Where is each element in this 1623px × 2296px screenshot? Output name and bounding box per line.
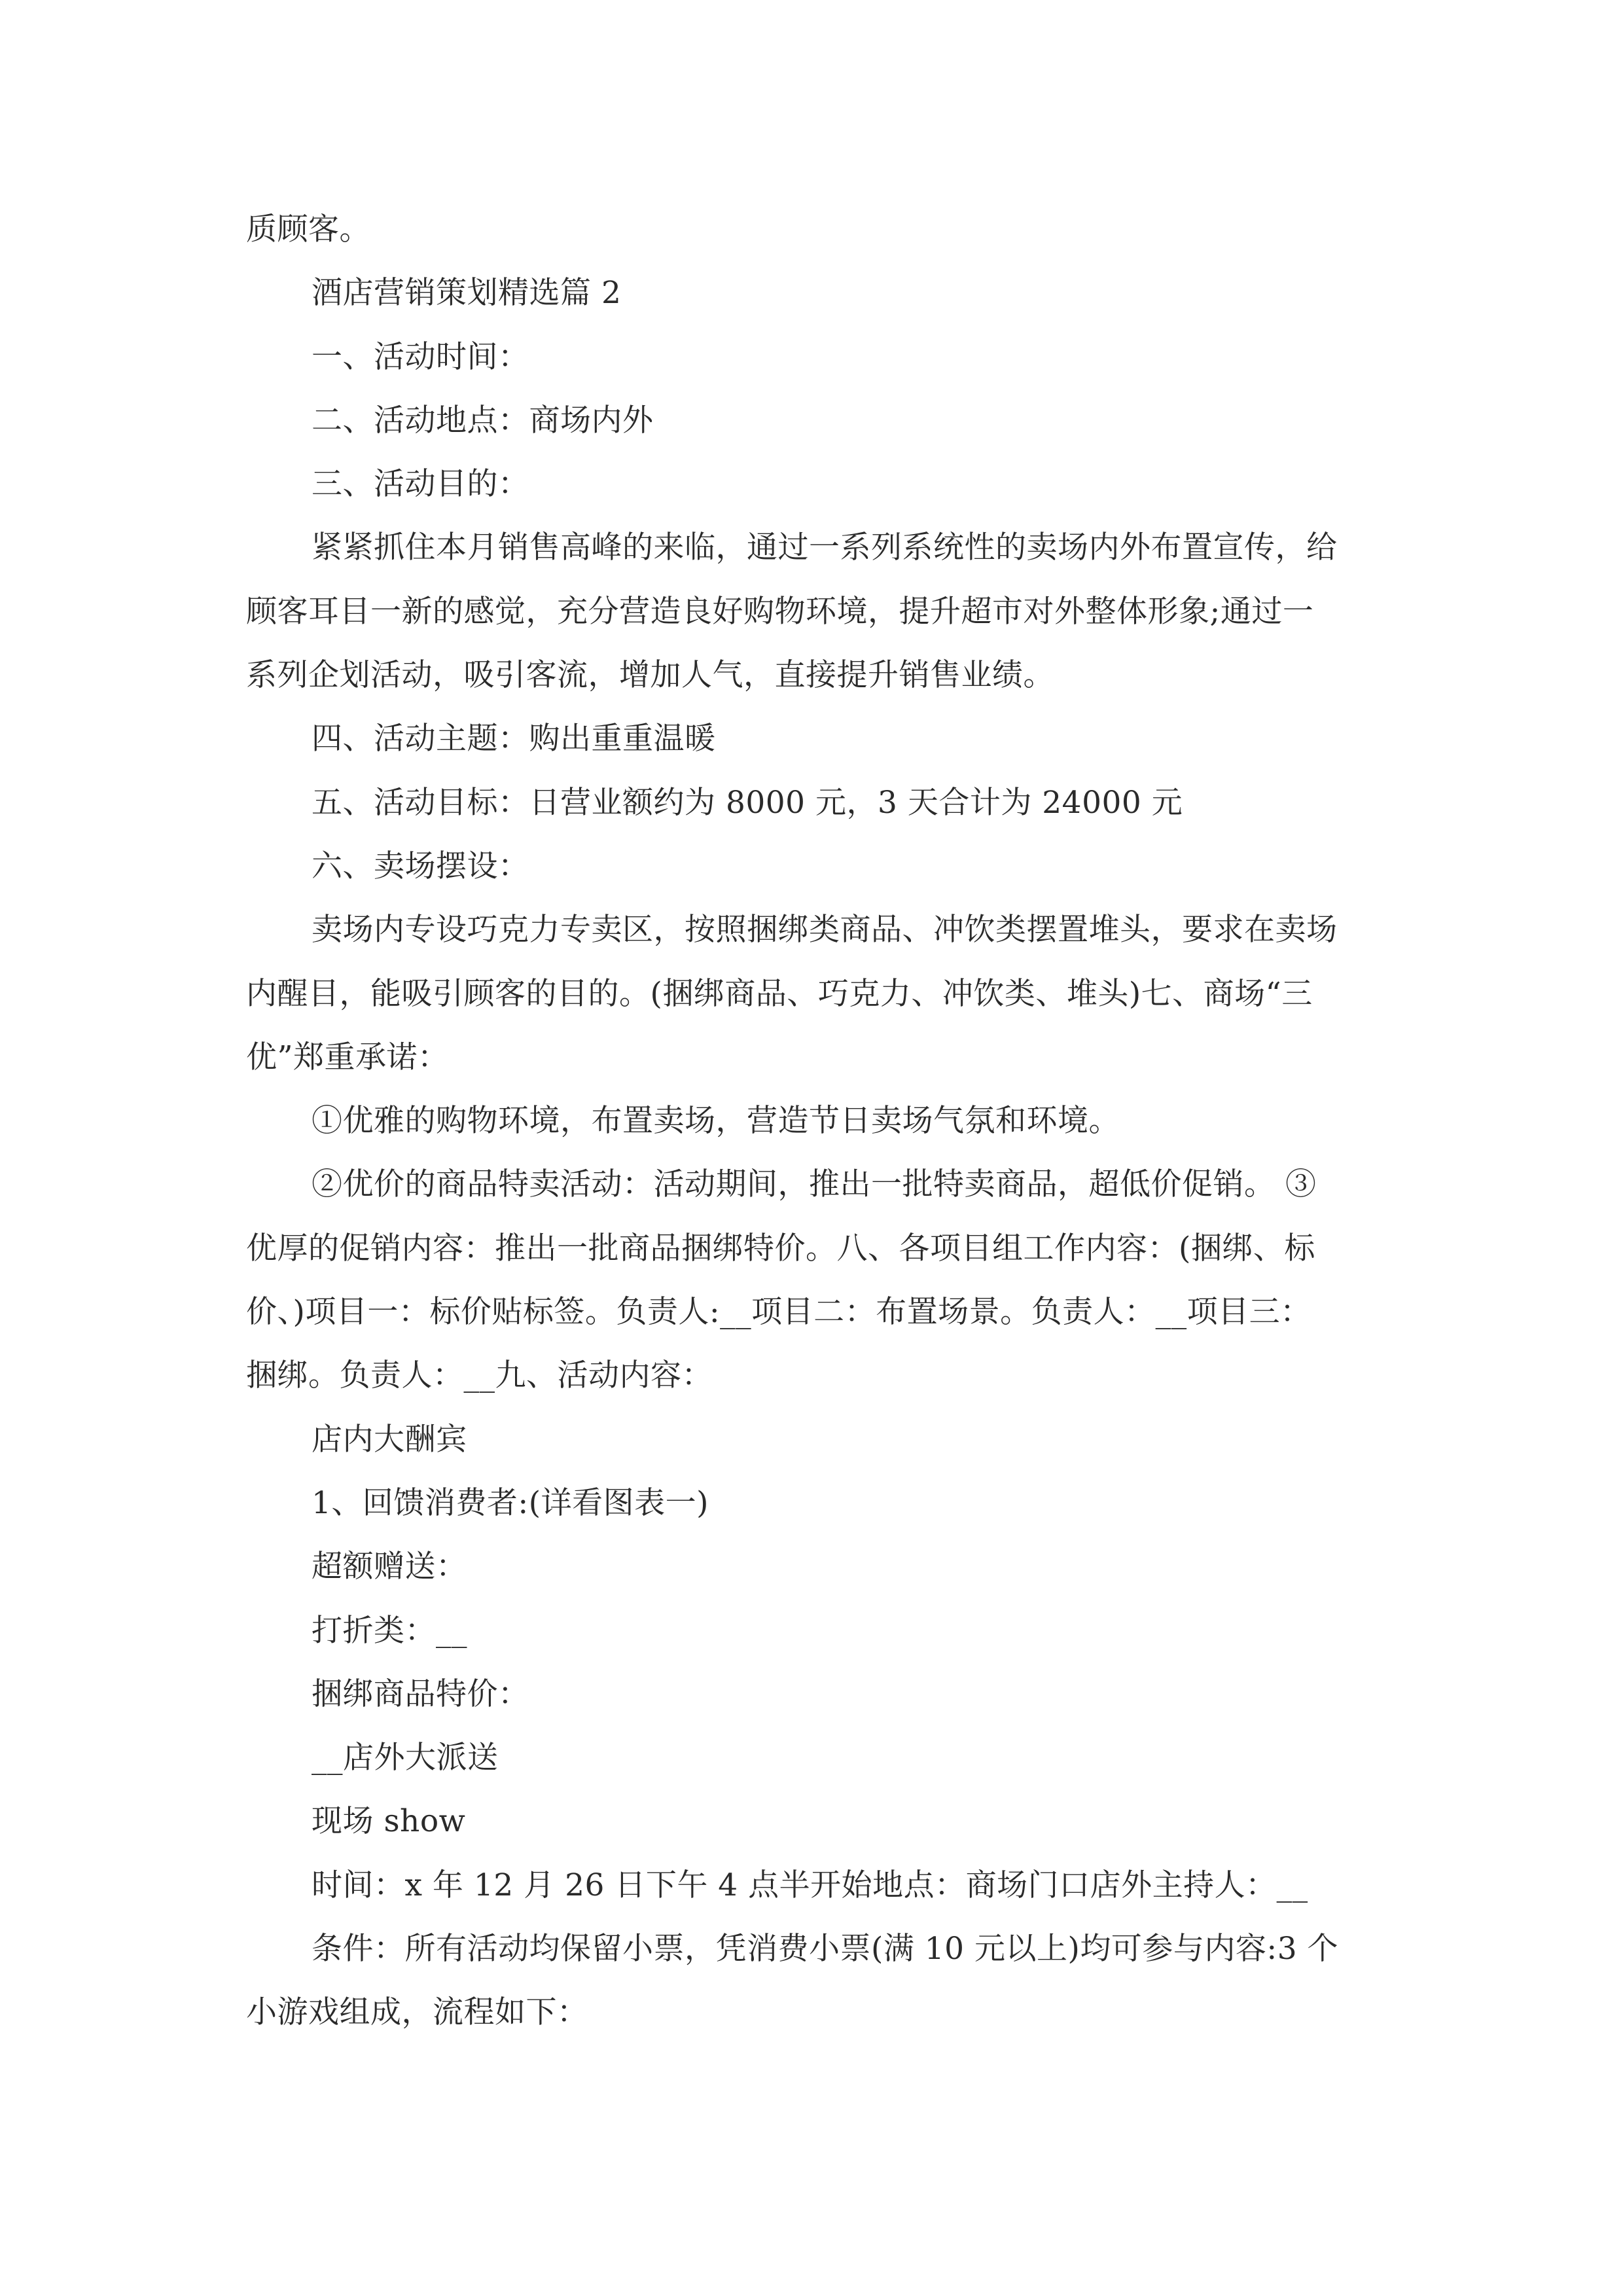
text-line: 内醒目，能吸引顾客的目的。(捆绑商品、巧克力、冲饮类、堆头)七、商场“三 (246, 975, 1313, 1012)
document-body (246, 198, 1378, 2045)
text-line: ②优价的商品特卖活动：活动期间，推出一批特卖商品，超低价促销。 ③ (312, 1166, 1317, 1203)
text-line: 超额赠送： (312, 1549, 467, 1585)
text-line: 酒店营销策划精选篇 2 (312, 275, 622, 312)
text-line: 卖场内专设巧克力专卖区，按照捆绑类商品、冲饮类摆置堆头，要求在卖场 (312, 912, 1338, 948)
text-line: 捆绑商品特价： (312, 1676, 529, 1712)
text-line: 五、活动目标：日营业额约为 8000 元，3 天合计为 24000 元 (312, 784, 1183, 821)
text-line: 四、活动主题：购出重重温暖 (312, 721, 716, 757)
text-line: 时间：x 年 12 月 26 日下午 4 点半开始地点：商场门口店外主持人：__ (312, 1867, 1308, 1903)
text-line: 现场 show (312, 1803, 466, 1840)
text-line: 打折类：__ (312, 1612, 467, 1649)
text-line: 优厚的促销内容：推出一批商品捆绑特价。八、各项目组工作内容：(捆绑、标 (246, 1230, 1315, 1266)
text-line: 优”郑重承诺： (246, 1039, 449, 1075)
text-line: 条件：所有活动均保留小票，凭消费小票(满 10 元以上)均可参与内容:3 个 (312, 1931, 1339, 1967)
text-line: ①优雅的购物环境，布置卖场，营造节日卖场气氛和环境。 (312, 1103, 1120, 1139)
text-line: 小游戏组成，流程如下： (246, 1994, 588, 2031)
text-line: 价、)项目一：标价贴标签。负责人:__项目二：布置场景。负责人：__项目三： (246, 1294, 1311, 1331)
text-line: 质顾客。 (246, 211, 370, 247)
text-line: 六、卖场摆设： (312, 848, 529, 884)
text-line: __店外大派送 (312, 1740, 499, 1776)
text-line: 二、活动地点：商场内外 (312, 402, 654, 439)
text-line: 紧紧抓住本月销售高峰的来临，通过一系列系统性的卖场内外布置宣传，给 (312, 529, 1338, 566)
text-line: 顾客耳目一新的感觉，充分营造良好购物环境，提升超市对外整体形象;通过一 (246, 593, 1314, 630)
text-line: 1、回馈消费者:(详看图表一) (312, 1484, 709, 1521)
text-line: 三、活动目的： (312, 466, 529, 503)
text-line: 店内大酬宾 (312, 1421, 467, 1458)
text-line: 系列企划活动，吸引客流，增加人气，直接提升销售业绩。 (246, 657, 1054, 694)
text-line: 一、活动时间： (312, 338, 529, 375)
text-line: 捆绑。负责人：__九、活动内容： (246, 1357, 713, 1394)
